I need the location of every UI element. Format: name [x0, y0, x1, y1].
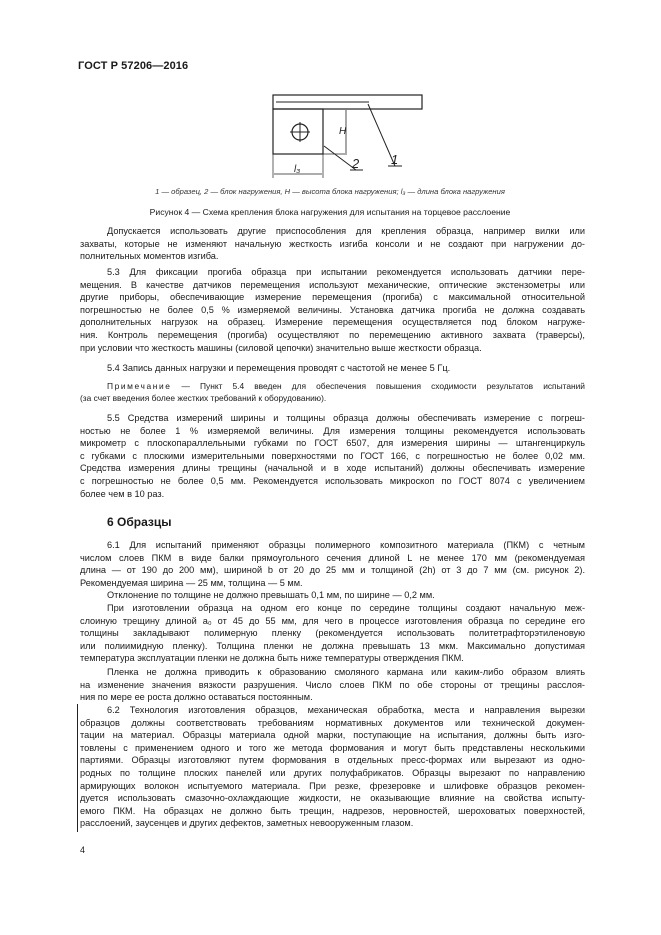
paragraph-5-5: 5.5 Средства измерений ширины и толщины образца должны обеспечивать измерение с погреш- ностью не более 1 % измеряемой величины. Для измерения толщины рекомендуется использовать микрометр с плоскопараллельными губками по ГОСТ 6507, для измерения ширины — штангенциркуль с губками с плоскими измерительными поверхностями по ГОСТ 166, с погрешностью не более 0,02 мм. Средства измерения длины трещины (начальной и в ходе испытаний) должны обеспечивать измерение с погрешностью не более 0,5 мм. Рекомендуется использовать микроскоп по ГОСТ 8074 с увеличением более чем в 10 раз.	[80, 413, 585, 499]
section-6-title: 6 Образцы	[107, 515, 172, 529]
note-label: Примечание	[107, 381, 172, 391]
paragraph-6-1-film: Пленка не должна приводить к образованию смоляного кармана или каким-либо образом влиять на изменение значения вязкости разрушения. Число слоев ПКМ по обе стороны от трещины расслоя- ния по мере ее роста должно оставаться постоянным.	[80, 667, 585, 703]
paragraph-6-1-crack: При изготовлении образца на одном его конце по середине толщины создают начальную меж- слоиную трещину длиной a₀ от 45 до 55 мм, для чего в процессе изготовления образца по середине его толщины закладывают полимерную пленку (рекомендуется использовать политетрафторэтиленовую или полиимидную пленку). Толщина пленки не должна превышать 13 мкм. Максимально допустимая температура эксплуатации пленки не должна быть ниже температуры отверждения ПКМ.	[80, 603, 585, 664]
note-5-4: Примечание — Пункт 5.4 введен для обеспечения повышения сходимости результатов испытаний (за счет введения более жестких требований к оборудованию).	[80, 381, 585, 403]
label-1: 1	[391, 152, 399, 167]
paragraph-5-4: 5.4 Запись данных нагрузки и перемещения проводят с частотой не менее 5 Гц.	[107, 363, 451, 373]
change-bar	[77, 704, 78, 832]
page-number: 4	[80, 845, 86, 855]
paragraph-5-3: 5.3 Для фиксации прогиба образца при испытании рекомендуется использовать датчики пере- мещения. В качестве датчиков перемещения используют механические, оптические экстензометры или другие приборы, обеспечивающие измерение перемещения (прогиба) с максимальной относительной погрешностью не более 0,5 % измеряемой величины. Установка датчика прогиба не должна создавать дополнительных нагрузок на образец. Измерение перемещения осуществляется под блоком нагруже- ния. Контроль перемещения (прогиба) осуществляют по перемещению активного захвата (траверсы), при условии что жесткость машины (силовой цепочки) значительно выше жесткости образца.	[80, 267, 585, 353]
figure-caption: Рисунок 4 — Схема крепления блока нагружения для испытания на торцевое расслоение	[149, 207, 511, 217]
label-2: 2	[352, 156, 360, 171]
paragraph-6-2: 6.2 Технология изготовления образцов, механическая обработка, места и направления вырезки образцов должны соответствовать требованиям нормативных документов или технической докумен- тации на материал. Образцы материала одной марки, поступающие на испытания, должны быть изго- товлены с применением одного и того же метода формования и могут быть представлены несколькими партиями. Образцы изготовляют путем формования в отдельных пресс-формах или вырезают из одно- родных по толщине плоских панелей или других полуфабрикатов. Образцы вырезают по направлению армирующих волокон испытуемого материала. При резке, фрезеровке и шлифовке образцов рекомен- дуется использовать смазочно-охлаждающие жидкости, не оказывающие влияние на свойства испыту- емого ПКМ. На образцах не должно быть трещин, надрезов, неровностей, шероховатых поверхностей, расслоений, заусенцев и других дефектов, заметных невооруженным глазом.	[80, 705, 585, 829]
paragraph-fixtures: Допускается использовать другие приспособления для крепления образца, например вилки или захваты, которые не изменяют начальную жесткость изгиба консоли и не создают при нагружении до- полнительных моментов изгиба.	[80, 226, 585, 262]
label-l: l₃	[294, 164, 301, 175]
label-h: H	[339, 126, 347, 137]
figure-4-diagram	[264, 88, 424, 178]
paragraph-6-1-tolerance: Отклонение по толщине не должно превышать 0,1 мм, по ширине — 0,2 мм.	[107, 590, 435, 600]
document-header: ГОСТ Р 57206—2016	[78, 60, 189, 72]
paragraph-6-1: 6.1 Для испытаний применяют образцы полимерного композитного материала (ПКМ) с четным числом слоев ПКМ в виде балки прямоугольного сечения длиной L не менее 170 мм (рекомендуемая длина — от 190 до 200 мм), шириной b от 20 до 25 мм и толщиной (2h) от 3 до 7 мм (см. рисунок 2). Рекомендуемая ширина — 25 мм, толщина — 5 мм.	[80, 540, 585, 588]
figure-legend: 1 — образец, 2 — блок нагружения, H — высота блока нагружения; l₃ — длина блока нагружения	[155, 187, 505, 196]
